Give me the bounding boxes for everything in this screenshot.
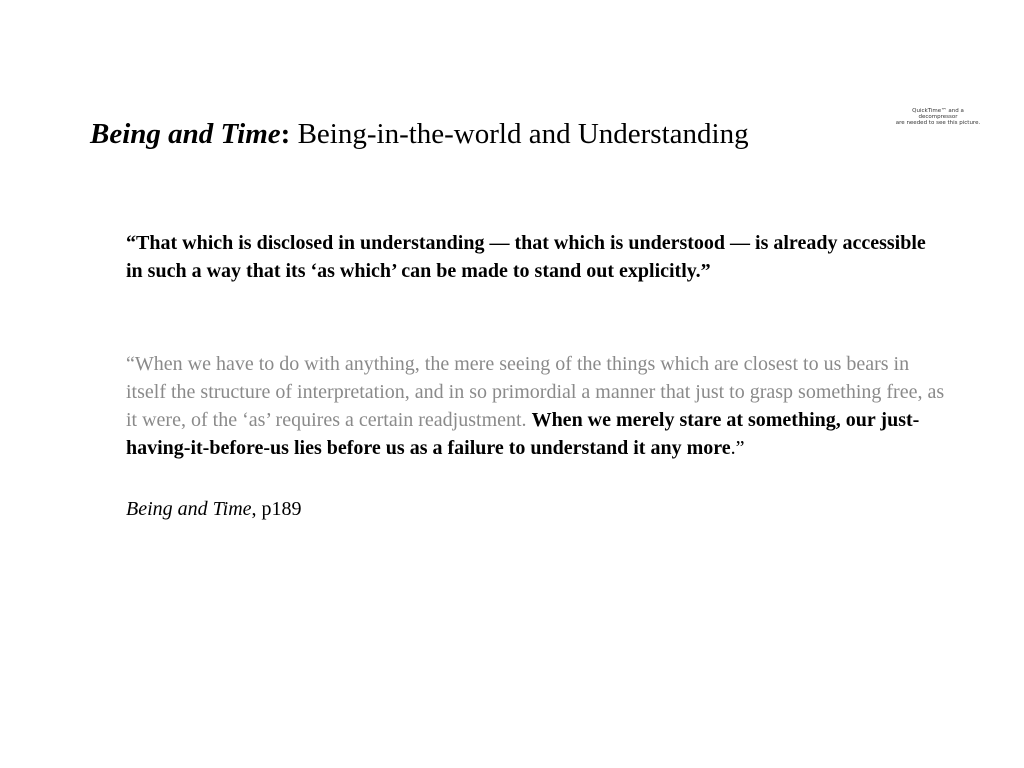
slide-title	[90, 116, 890, 152]
quotation-bold-text: When we merely stare at something, our just-having-it-before-us lies before us as a failure to understand it any more	[126, 409, 920, 459]
quicktime-placeholder-line: are needed to see this picture.	[895, 120, 981, 126]
quicktime-placeholder	[888, 108, 988, 126]
citation-work: Being and Time	[126, 498, 252, 520]
title-colon: :	[280, 118, 291, 150]
first-quotation: “That which is disclosed in understanding — that which is understood — is already accessible in such a way that its ‘as which’ can be made to stand out explicitly.”	[126, 232, 926, 282]
citation	[126, 495, 302, 523]
quotation-gray-text: “When we have to do with anything, the mere seeing of the things which are closest to us bears in itself the structure of interpretation, and in so primordial a manner that just to grasp something free, as it were, of the ‘as’ requires a certain readjustment.	[126, 353, 945, 431]
quotation-closing: .”	[730, 437, 745, 459]
quicktime-placeholder-line: decompressor	[918, 114, 958, 120]
second-quotation	[126, 350, 946, 462]
title-work-name: Being and Time	[90, 118, 281, 150]
citation-page: , p189	[251, 498, 302, 520]
title-subject: Being-in-the-world and Understanding	[290, 118, 749, 150]
quicktime-placeholder-line: QuickTime™ and a	[912, 108, 964, 114]
